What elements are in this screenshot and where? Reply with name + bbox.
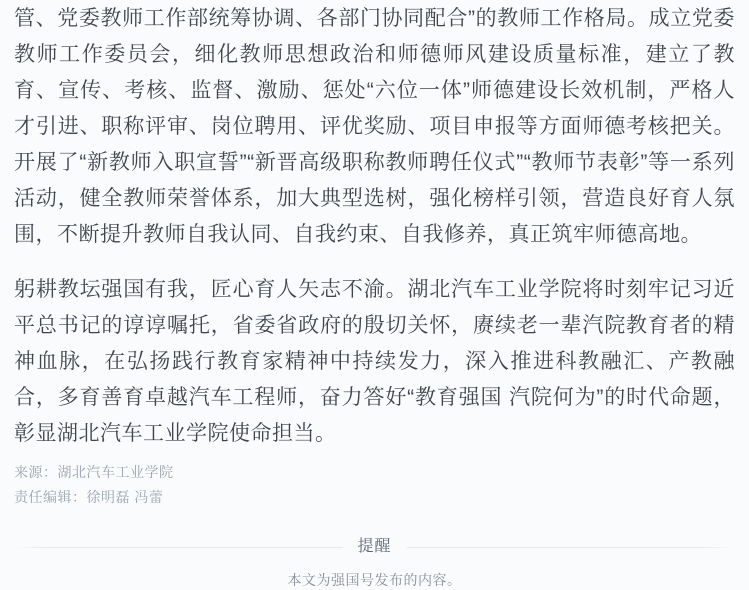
source-line	[14, 460, 735, 485]
article-paragraph-1: 管、党委教师工作部统筹协调、各部门协同配合”的教师工作格局。成立党委教师工作委员会，细化教师思想政治和师德师风建设质量标准，建立了教育、宣传、考核、监督、激励、惩处“六位一体”师德建设长效机制，严格人才引进、职称评审、岗位聘用、评优奖励、项目申报等方面师德考核把关。开展了“新教师入职宣誓”“新晋高级职称教师聘任仪式”“教师节表彰”等一系列活动，健全教师荣誉体系，加大典型选树，强化榜样引领，营造良好育人氛围，不断提升教师自我认同、自我约束、自我修养，真正筑牢师德高地。	[14, 7, 735, 246]
reminder-section	[14, 536, 735, 590]
editor-line	[14, 485, 735, 510]
reminder-title: 提醒	[357, 538, 392, 555]
divider-line-right	[407, 547, 736, 548]
article-meta	[14, 460, 735, 510]
editor-label: 责任编辑：	[14, 489, 87, 505]
reminder-header	[14, 536, 735, 558]
divider-line-left	[14, 547, 343, 548]
source-value: 湖北汽车工业学院	[57, 464, 174, 480]
reminder-note: 本文为强国号发布的内容。	[287, 572, 462, 588]
article-paragraph-2: 躬耕教坛强国有我，匠心育人矢志不渝。湖北汽车工业学院将时刻牢记习近平总书记的谆谆嘱托，省委省政府的殷切关怀，赓续老一辈汽院教育者的精神血脉，在弘扬践行教育家精神中持续发力，深入推进科教融汇、产教融合，多育善育卓越汽车工程师，奋力答好“教育强国 汽院何为”的时代命题，彰显湖北汽车工业学院使命担当。	[14, 278, 735, 445]
article-body	[14, 1, 735, 452]
editor-value: 徐明磊 冯蕾	[86, 489, 164, 505]
source-label: 来源：	[14, 464, 58, 480]
